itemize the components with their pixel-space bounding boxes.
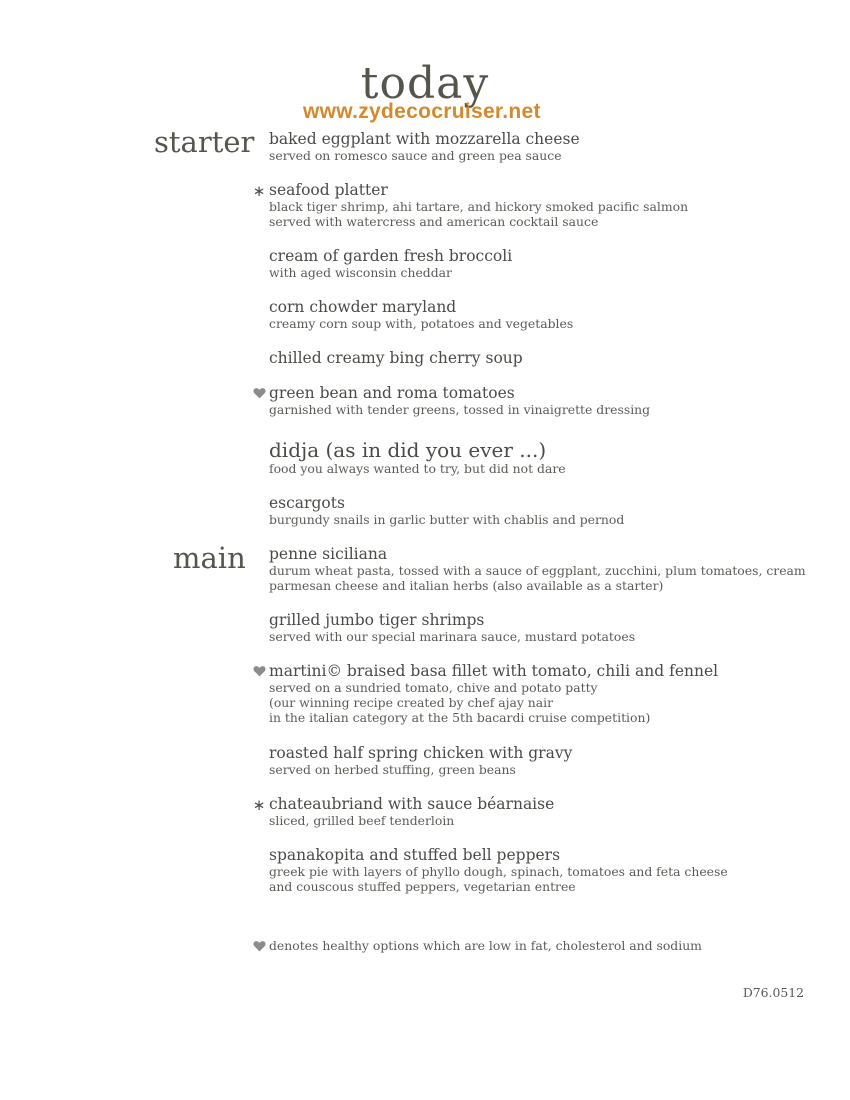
menu-item (269, 384, 829, 417)
asterisk-icon: ∗ (252, 182, 266, 200)
menu-item-description: with aged wisconsin cheddar (269, 265, 452, 280)
menu-item-description: greek pie with layers of phyllo dough, spinach, tomatoes and feta cheese (269, 864, 728, 879)
menu-item (269, 662, 829, 725)
menu-item (269, 349, 829, 367)
menu-item-description: durum wheat pasta, tossed with a sauce of eggplant, zucchini, plum tomatoes, cream (269, 563, 806, 578)
section-label-starter: starter (154, 125, 255, 159)
menu-item-description: (our winning recipe created by chef ajay nair (269, 695, 554, 710)
menu-item-name: didja (as in did you ever ...) (269, 438, 547, 462)
menu-item-description: food you always wanted to try, but did not dare (269, 461, 566, 476)
heart-icon (251, 938, 267, 954)
menu-item (269, 611, 829, 644)
menu-item-description: served on a sundried tomato, chive and potato patty (269, 680, 598, 695)
menu-item (269, 130, 829, 163)
page-title: today (360, 58, 490, 109)
menu-item-name: corn chowder maryland (269, 298, 457, 316)
menu-item-name: grilled jumbo tiger shrimps (269, 611, 485, 629)
menu-item-description: black tiger shrimp, ahi tartare, and hickory smoked pacific salmon (269, 199, 689, 214)
menu-item-description: served on herbed stuffing, green beans (269, 762, 516, 777)
menu-item-name: baked eggplant with mozzarella cheese (269, 130, 580, 148)
menu-item-description: burgundy snails in garlic butter with chablis and pernod (269, 512, 625, 527)
menu-item (269, 545, 829, 593)
menu-item-name: escargots (269, 494, 345, 512)
footnote (269, 938, 702, 953)
menu-item-description: served with watercress and american cocktail sauce (269, 214, 599, 229)
menu-item-description: in the italian category at the 5th bacardi cruise competition) (269, 710, 651, 725)
menu-item-name: green bean and roma tomatoes (269, 384, 515, 402)
menu-item-name: martini© braised basa fillet with tomato, chili and fennel (269, 662, 719, 680)
menu-item-description: parmesan cheese and italian herbs (also available as a starter) (269, 578, 664, 593)
menu-item-name: cream of garden fresh broccoli (269, 247, 513, 265)
watermark: www.zydecocruiser.net (303, 100, 541, 123)
menu-item (252, 795, 829, 828)
menu-item (269, 846, 829, 894)
menu-item-description: creamy corn soup with, potatoes and vegetables (269, 316, 574, 331)
menu-item-description: served on romesco sauce and green pea sauce (269, 148, 562, 163)
heart-icon (251, 385, 267, 401)
section-label-main: main (173, 541, 246, 575)
menu-item (252, 181, 829, 229)
menu-item (269, 247, 829, 280)
menu-item-name: penne siciliana (269, 545, 388, 563)
menu-item-name: chilled creamy bing cherry soup (269, 349, 523, 367)
footnote-text: denotes healthy options which are low in fat, cholesterol and sodium (269, 938, 702, 953)
menu-item-name: seafood platter (269, 181, 388, 199)
menu-item-description: and couscous stuffed peppers, vegetarian entree (269, 879, 576, 894)
menu-item (269, 744, 829, 777)
menu-item-description: served with our special marinara sauce, mustard potatoes (269, 629, 636, 644)
heart-icon (251, 663, 267, 679)
menu-item-description: sliced, grilled beef tenderloin (269, 813, 455, 828)
menu-item (269, 298, 829, 331)
menu-item-name: roasted half spring chicken with gravy (269, 744, 573, 762)
menu-item-name: spanakopita and stuffed bell peppers (269, 846, 561, 864)
menu-item (269, 494, 829, 527)
menu-item (269, 439, 829, 476)
menu-code: D76.0512 (742, 985, 804, 1000)
asterisk-icon: ∗ (252, 796, 266, 814)
menu-item-name: chateaubriand with sauce béarnaise (269, 795, 555, 813)
menu-item-description: garnished with tender greens, tossed in vinaigrette dressing (269, 402, 651, 417)
